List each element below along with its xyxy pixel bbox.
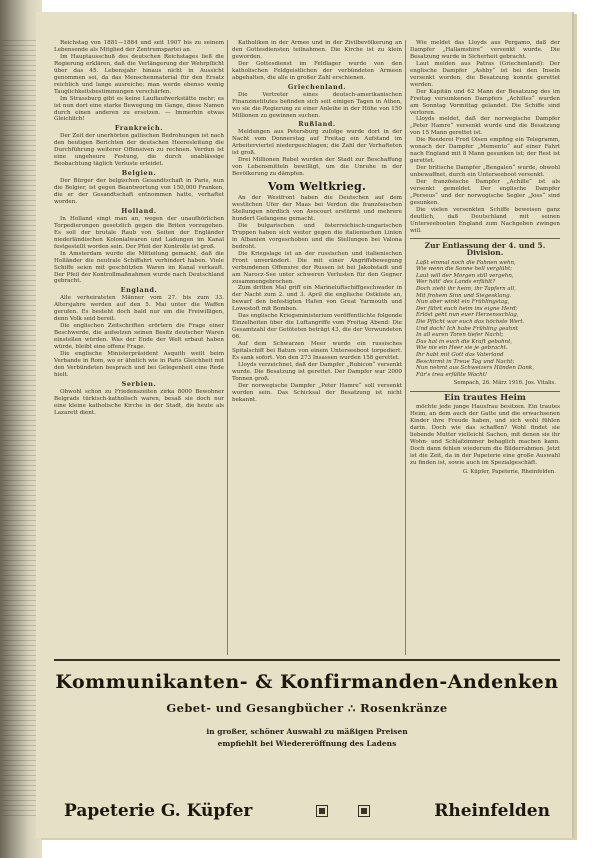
article-paragraph: Das englische Kriegsministerium veröffentlichte folgende Einzelheiten über die Luftangriffe vom Freitag Abend: Die Gesamtzahl der Getöteten beträgt 43, die der Verwundeten 66. <box>232 313 402 341</box>
poem-line: Für's treu erfüllte Wacht! <box>416 371 488 378</box>
article-paragraph: Im Strassburg gibt es keine Lauflaufwerkstätte mehr; es ist nun dort eine starke Bewegung im Gange, diese Namen durch einen anderen zu ersetzen. — Immerhin etwas Gleichlich! <box>54 95 224 123</box>
poem-stanza <box>416 326 560 352</box>
article-paragraph: Der Zeit der unerhörten gallischen Bedrohungen ist nach den heutigen Berichten der deutschen Heeresleitung die Durchführung weiterer Offensiven zu rechnen. Verdun ist eine ungeheure Festung, die durch unablässige Beobachtung täglich Verluste erleidet. <box>54 133 224 168</box>
article-paragraph: Der Kapitän und 62 Mann der Besatzung des im Freitag versunkenen Dampfers „Achilles“ wurden am Sonntag Vormittag gelandet. Die Schiffe sind verloren. <box>410 88 560 116</box>
article-paragraph: In Holland singt man an, wegen der unaufhörlichen Torpedierungen gesetzlich gegen die Briten vorzugehen. Es soll der brutale Raub von Seiten der Engländer niederländischen Kolonialwaren und Ladungen im Kanal festgestellt worden sein. Der Pfeil der Kontrolle ist groß. <box>54 215 224 250</box>
article-paragraph: Die englische Ministerpräsident Asquith weilt beim Verbande in Rom, wo er ähnlich wie in Paris Gleichheit mit den Verbündeten besprach und bei Gelegenheit eine Rede hielt. <box>54 350 224 378</box>
article-paragraph: Katholiken in der Armee und in der Zivilbevölkerung an den Gottesdiensten teilnahmen. Die Kirche ist zu klein geworden. <box>232 40 402 60</box>
ornament-icon <box>358 805 370 817</box>
advertisement <box>54 659 560 833</box>
article-signoff: G. Küpfer, Papeterie, Rheinfelden. <box>462 468 556 475</box>
poem-line: Laut will der Morgen still vergehn, <box>416 272 514 279</box>
ad-headline: Kommunikanten- & Konfirmanden-Andenken <box>55 671 559 693</box>
section-title: Vom Weltkrieg. <box>267 180 367 194</box>
poem-stanza <box>416 260 560 300</box>
newspaper-page <box>36 12 572 838</box>
article-paragraph: Drei Millionen Rubel wurden der Stadt zur Beschaffung von Lebensmitteln bewilligt, um die Unruhe in der Bevölkerung zu dämpfen. <box>232 157 402 178</box>
poem-line: Doch zieht ihr heim, ihr Tapfern all, <box>416 285 516 292</box>
poem-title: Zur Entlassung der 4. und 5. Division. <box>424 240 546 257</box>
article-body-heim: möchte jede junge Hausfrau besitzen. Ein trautes Heim, an dem auch der Gatte und die erwachsenen Kinder ihre Freude haben, und sich wohl fühlen darin. Doch wie das schaffen? Wohl findet sie liebende Mutter vielleicht Sachen, mit denen sie ihr Wohn- und Schlafzimmer behaglich machen kann. Doch dann fehlen wiederum die Bilderrahmen. Jetzt ist die Zeit, da in der Papeterie eine große Auswahl zu finden ist, sowie auch im Spezialgeschäft. <box>410 404 560 466</box>
ad-town-name: Rheinfelden <box>434 801 550 821</box>
poem-line: Wer hätt' des Lands erfühlt? <box>416 279 496 286</box>
article-paragraph: Der französische Dampfer „Achille“ ist als versenkt gemeldet. Der englische Dampfer „Perseus“ und der norwegische Segler „Joss“ sind gesunken. <box>410 179 560 206</box>
ad-store-name: Papeterie G. Küpfer <box>64 801 253 821</box>
article-paragraph: Die Reederei Fred Olsen empfing ein Telegramm, wonach der Dampfer „Memento“ auf einer Fahrt nach England mit 8 Mann gesunken ist; der Rest ist gerettet. <box>410 137 560 165</box>
article-paragraph: Die englischen Zeitschriften erörtern die Frage einer Beschwerde, die aufsetzen seinen Besitz deutscher Waren einstellen würden. Was der Ende der Welt erbaut haben würde, bleibt eine offene Frage. <box>54 323 224 351</box>
section-heading: Griechenland. <box>287 82 347 91</box>
article-paragraph: An der Westfront haben die Deutschen auf dem westlichen Ufer der Maas bei Verdun die französischen Stellungen nördlich von Avocourt erstürmt und mehrere hundert Gefangene gemacht. <box>232 195 402 222</box>
article-paragraph: Im Hauptausschuß des deutschen Reichstages ließ die Regierung erklären, daß die Verlängerung der Wehrpflicht über das 45. Lebensjahr hinaus nicht in Aussicht genommen sei, da das Menschenmaterial für den Ersatz reichlich und lange ausreiche; man werde ebenso wenig Tauglichkeitsbestimmungen verschärfen. <box>54 53 224 95</box>
ad-offer: in großer, schöner Auswahl zu mäßigen Preisen <box>206 727 408 736</box>
article-paragraph: Die vielen versenkten Schiffe beweisen ganz deutlich, daß Deutschland mit seinen Unterseebooten England zum Nachgeben zwingen will. <box>410 206 560 234</box>
column-right <box>410 40 560 655</box>
poem-line: Beschirmt in Treue Tag und Nacht; <box>416 358 515 365</box>
poem-line: Das hat in euch die Kraft gebahnt, <box>416 338 513 345</box>
poem-line: Nun aber winkt ein Frühlingstag, <box>416 299 510 306</box>
article-paragraph: Der britische Dampfer „Bengalen“ wurde, obwohl unbewaffnet, durch ein Unterseeboot versenkt. <box>410 165 560 179</box>
section-heading: England. <box>120 286 158 295</box>
article-paragraph: Wie meldet das Lloyds aus Pergamo, daß der Dampfer „Hallamshire“ versenkt wurde. Die Besatzung wurde in Sicherheit gebracht. <box>410 40 560 60</box>
column-rule <box>405 40 406 655</box>
article-paragraph: Die Vertreter eines deutsch-amerikanischen Finanzinstitutes befinden sich seit einigen Tagen in Athen, wo sie die Regierung zu einer Anleihe in der Höhe von 150 Millionen zu gewinnen suchen. <box>232 91 402 119</box>
article-paragraph: Alle verheirateten Männer vom 27. bis zum 33. Altersjahre werden auf den 5. Mai unter die Waffen gerufen. Es besteht doch bald nur um die Freiwilligen, denn Volk seid bereit. <box>54 295 224 323</box>
poem-line: Die Pflicht war euch das höchste Wert. <box>416 318 525 325</box>
column-right-news <box>410 40 560 235</box>
article-paragraph: Obwohl schon zu Friedenszeiten zirka 8000 Bewohner Belgrads türkisch-katholisch waren, besaß sie doch nur eine kleine katholische Kirche in der Stadt, die heute als Lazarett dient. <box>54 388 224 416</box>
article-paragraph: Der Bürger der belgischen Gesandtschaft in Paris, nun die Belgier, ist gegen Beantwortung von 150,000 Franken, die er der Gesandtschaft entnommen hatte, verhaftet worden. <box>54 178 224 205</box>
divider <box>410 238 560 239</box>
poem-stanza <box>416 299 560 325</box>
column-left <box>54 40 224 655</box>
article-paragraph: Die bulgarischen und österreichisch-ungarischen Truppen haben sich weiter gegen die italienischen Linien in Albanien vorgeschoben und die Stellungen bei Valona bedroht. <box>232 222 402 250</box>
poem-line: Wie wenn die Sonne hell verglüht; <box>416 266 513 273</box>
poem-stanza <box>416 352 560 378</box>
article-paragraph: Reichstag von 1881—1884 und seit 1907 bis zu seinem Lebensende als Mitglied der Zentrumspartei an. <box>54 40 224 53</box>
section-heading: Holland. <box>121 206 157 215</box>
ad-footer <box>64 801 550 821</box>
column-rule <box>227 40 228 655</box>
poem-body <box>410 260 560 379</box>
section-heading: Serbien. <box>121 379 157 388</box>
section-heading: Belgien. <box>121 169 157 178</box>
poem-line: Mit frohem Sinn und Siegesklang. <box>416 292 512 299</box>
poem-line: Und doch! Ich habe Frühling geahnt <box>416 325 518 332</box>
poem-line: Der führt euch heim ins eigne Herd; <box>416 305 518 312</box>
article-title-heim: Ein trautes Heim <box>444 393 526 404</box>
ornament-icon <box>316 805 328 817</box>
article-paragraph: Der norwegische Dampfer „Peter Hamre“ soll versenkt worden sein. Das Schicksal der Besatzung ist nicht bekannt. <box>232 382 402 403</box>
article-paragraph: Lloyds verzeichnet, daß der Dampfer „Rubicon“ versenkt wurde. Die Besatzung ist gerettet. Der Dampfer war 2000 Tonnen groß. <box>232 361 402 382</box>
poem-line: Wie nie ein Heer sie je gebracht. <box>416 345 508 352</box>
poem-line: In all euren Toren tiefer Nacht; <box>416 332 504 339</box>
ad-notice: empfiehlt bei Wiedereröffnung des Ladens <box>217 739 397 748</box>
section-heading: Rußland. <box>298 120 336 129</box>
article-paragraph: Zum dritten Mal griff ein Marineluftschiffgeschwader in der Nacht zum 2. und 3. April die englische Ostküste an, bewarf den befestigten Hafen von Great Yarmouth und Lowestoft mit Bomben. <box>232 285 402 313</box>
ornament-group <box>316 805 370 817</box>
article-paragraph: Der Gottesdienst im Feldlager wurde von den katholischen Feldgeistlichen der verbündeten Armeen abgehalten, die alle in großer Zahl erschienen. <box>232 60 402 81</box>
poem-signature: Sempach, 26. März 1916. Jos. Vitalis. <box>453 380 556 387</box>
article-paragraph: Meldungen aus Petersburg zufolge wurde dort in der Nacht vom Donnerstag auf Freitag ein Aufstand im Arbeiterviertel niedergeschlagen; die Zahl der Verhafteten ist groß. <box>232 129 402 157</box>
section-heading: Frankreich. <box>114 124 164 133</box>
poem-line: Laßt einmal noch die Fahnen wehn, <box>416 259 516 266</box>
article-paragraph: Die Kriegslage ist an der russischen und italienischen Front unverändert. Die mit einer Angriffsbewegung verbundenen Offensive der Russen ist bei Jakobstadt und am Narocz-See unter schweren Verlusten für den Gegner zusammengebrochen. <box>232 250 402 285</box>
column-middle <box>232 40 402 655</box>
adjacent-page-edge <box>2 40 36 820</box>
ad-subline: Gebet- und Gesangbücher ∴ Rosenkränze <box>166 701 448 715</box>
poem-line: Erlöst geht nun euer Herzensschlag, <box>416 312 519 319</box>
article-paragraph: Laut melden aus Patras (Griechenland): Der englische Dampfer „Ashby“ ist bei den Inseln versenkt worden, die Besatzung konnte gerettet werden. <box>410 60 560 88</box>
article-paragraph: In Amsterdam wurde die Mitteilung gemacht, daß die Holländer die neutrale Schiffahrt verhindert haben. Viele Schiffe seien mit geschützten Waren im Kanal verkauft. Der Pfeil der Kontrollmaßnahmen wurde nach Deutschland gebracht. <box>54 250 224 285</box>
poem-line: Nun nehmt aus Schweizers Händen Dank, <box>416 365 535 372</box>
poem-line: Ihr habt mit Gott das Vaterland <box>416 351 504 358</box>
article-paragraph: Auf dem Schwarzen Meer wurde ein russisches Spitalschiff bei Batum von einem Unterseeboot torpediert. Es sank sofort. Von den 273 Insassen wurden 158 gerettet. <box>232 341 402 361</box>
divider <box>410 391 560 392</box>
article-paragraph: Lloyds meldet, daß der norwegische Dampfer „Peter Hamre“ versenkt wurde und die Besatzung von 15 Mann gerettet ist. <box>410 116 560 137</box>
